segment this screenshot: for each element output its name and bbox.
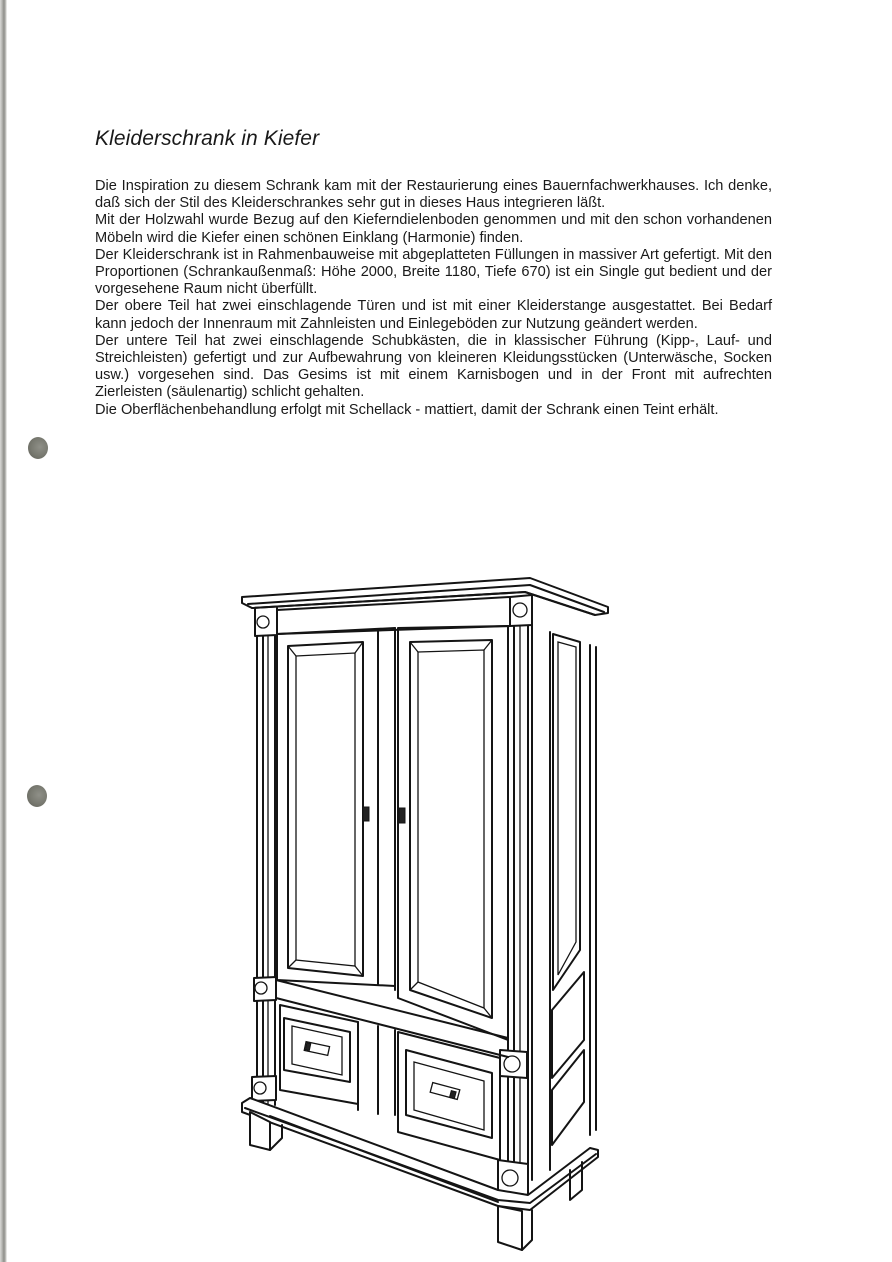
body-text [95, 178, 772, 419]
paragraph-wood-choice: Mit der Holzwahl wurde Bezug auf den Kieferndielenboden genommen und mit den schon vorhandenen Möbeln wird die Kiefer einen schönen Einklang (Harmonie) finden. [95, 212, 772, 246]
right-pilaster [498, 626, 528, 1195]
left-pilaster [252, 636, 276, 1105]
left-door [277, 628, 395, 990]
drawer-divider [358, 1022, 395, 1115]
wardrobe-illustration [230, 570, 620, 1260]
paragraph-lower-part: Der untere Teil hat zwei einschlagende Schubkästen, die in klassischer Führung (Kipp-, Lauf- und Streichleisten) gefertigt und zur Aufbewahrung von kleineren Kleidungsstücken (Unterwäsche, Socken usw.) vorgesehen sind. Das Gesims ist mit einem Karnisbogen und in der Front mit aufrechten Zierleisten (säulenartig) schlicht gehalten. [95, 332, 772, 401]
punch-hole [27, 785, 47, 807]
paragraph-inspiration: Die Inspiration zu diesem Schrank kam mit der Restaurierung eines Bauernfachwerkhauses. Ich denke, daß sich der Stil des Kleiderschrankes sehr gut in dieses Haus integrieren läßt. [95, 178, 772, 212]
page-title: Kleiderschrank in Kiefer [95, 127, 320, 150]
paragraph-surface: Die Oberflächenbehandlung erfolgt mit Schellack - mattiert, damit der Schrank einen Teint erhält. [95, 401, 719, 418]
wardrobe-drawing [230, 570, 620, 1260]
page-binding-edge [0, 0, 7, 1262]
paragraph-construction: Der Kleiderschrank ist in Rahmenbauweise mit abgeplatteten Füllungen in massiver Art gefertigt. Mit den Proportionen (Schrankaußenmaß: Höhe 2000, Breite 1180, Tiefe 670) ist ein Single gut bedient und der vorgesehene Raum nicht überfüllt. [95, 246, 772, 298]
paragraph-upper-part: Der obere Teil hat zwei einschlagende Türen und ist mit einer Kleiderstange ausgestattet. Bei Bedarf kann jedoch der Innenraum mit Zahnleisten und Einlegeböden zur Nutzung geändert werden. [95, 298, 772, 332]
punch-hole [28, 437, 48, 459]
right-door [398, 626, 508, 1040]
left-drawer [280, 1005, 358, 1104]
cabinet-side [532, 625, 596, 1180]
plinth [242, 1098, 598, 1210]
